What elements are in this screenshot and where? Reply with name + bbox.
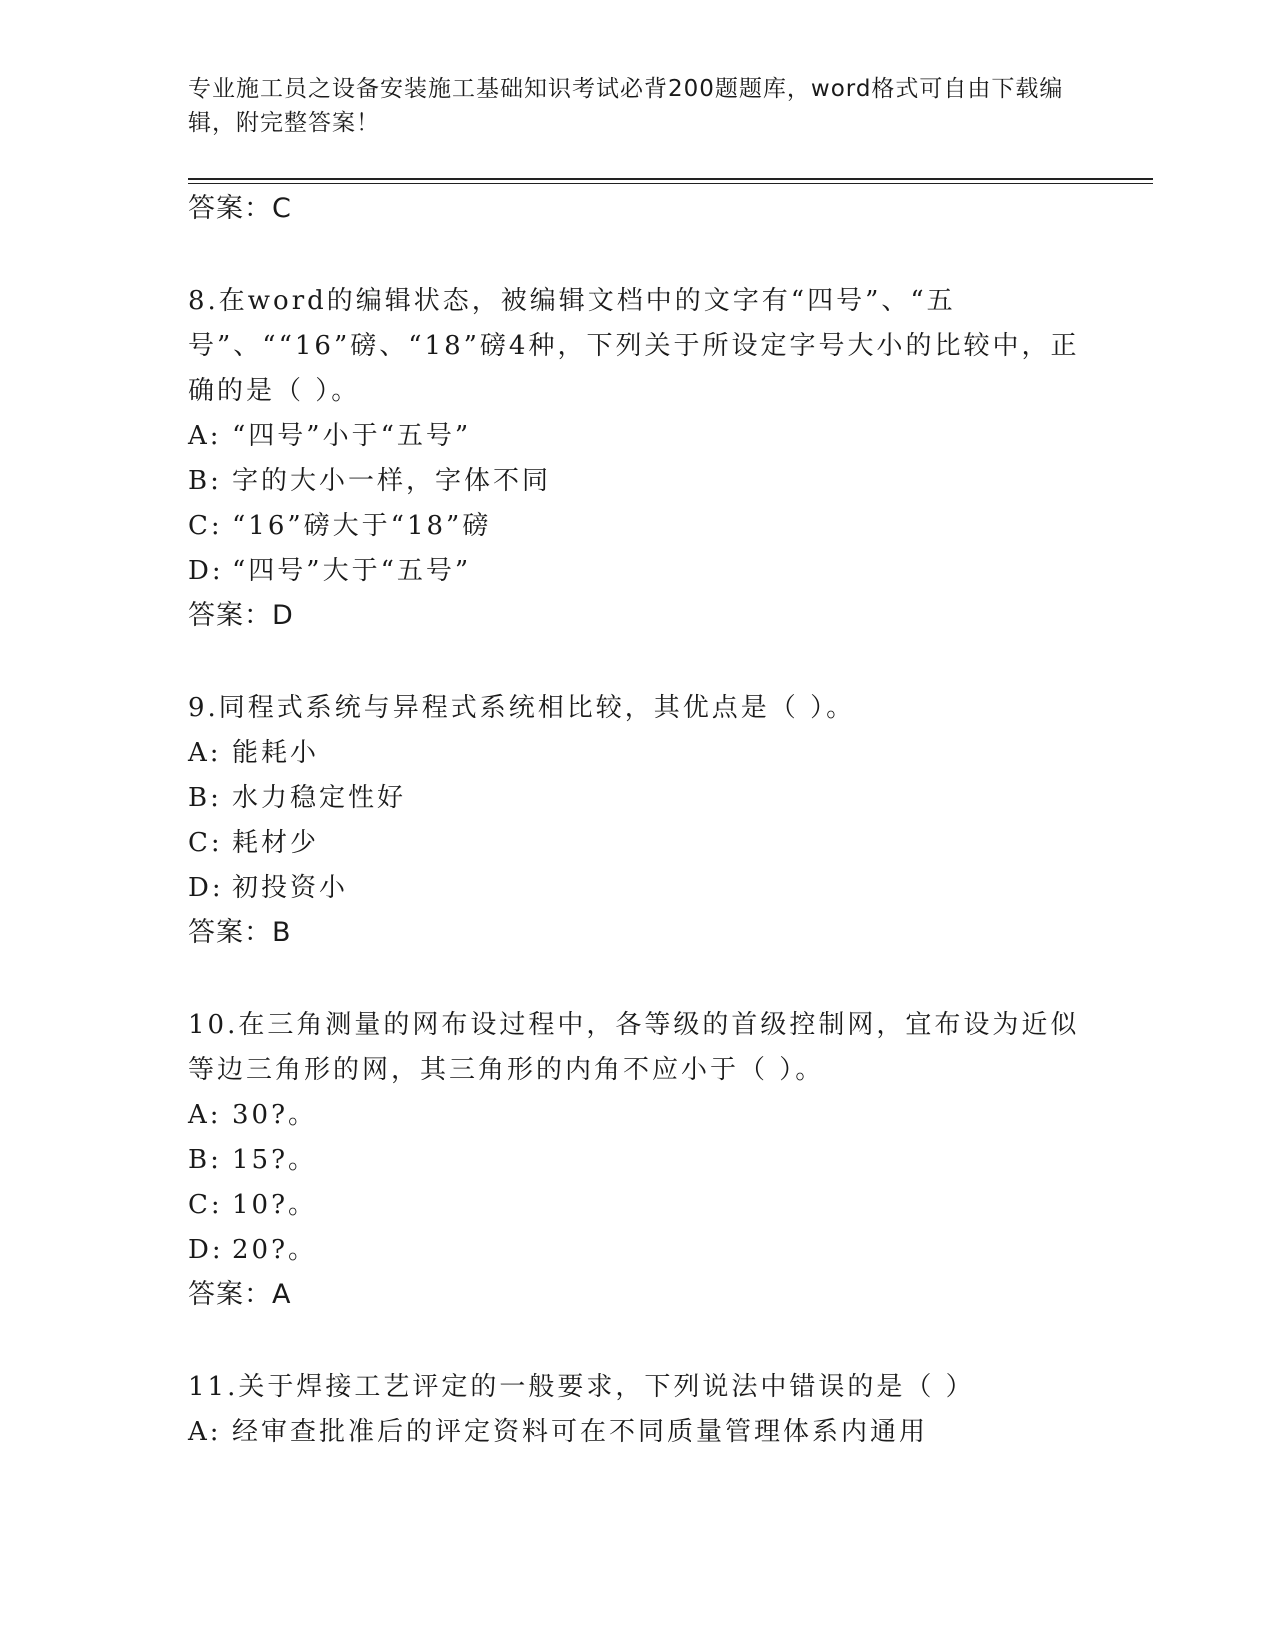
answer-value: D xyxy=(272,600,294,631)
answer-prefix: 答案： xyxy=(188,917,272,948)
answer-value: A xyxy=(272,1279,292,1310)
option-letter: D: xyxy=(188,873,224,903)
option-text: 15?。 xyxy=(232,1145,318,1175)
option-d xyxy=(188,866,1088,911)
answer-prefix: 答案： xyxy=(188,1279,272,1310)
option-letter: A: xyxy=(188,421,222,451)
question-10 xyxy=(188,1003,1088,1312)
option-text: 能耗小 xyxy=(232,738,320,768)
option-letter: A: xyxy=(188,1100,222,1130)
option-letter: A: xyxy=(188,1417,222,1447)
option-letter: C: xyxy=(188,1190,223,1220)
page-header-title: 专业施工员之设备安装施工基础知识考试必背200题题库，word格式可自由下载编辑，附完整答案！ xyxy=(188,76,1064,136)
option-letter: C: xyxy=(188,511,223,541)
document-body xyxy=(188,192,1088,1455)
option-letter: D: xyxy=(188,1235,224,1265)
option-letter: A: xyxy=(188,738,222,768)
answer-value: C xyxy=(272,193,292,224)
answer-line xyxy=(188,916,1088,950)
answer-line xyxy=(188,1278,1088,1312)
option-c xyxy=(188,1183,1088,1228)
question-text: 9.同程式系统与异程式系统相比较，其优点是（ ）。 xyxy=(188,693,856,723)
option-b xyxy=(188,776,1088,821)
option-text: 字的大小一样，字体不同 xyxy=(232,466,552,496)
option-text: 耗材少 xyxy=(232,828,320,858)
question-text: 8.在word的编辑状态，被编辑文档中的文字有“四号”、“五号”、““16”磅、“18”磅4种，下列关于所设定字号大小的比较中，正确的是（ ）。 xyxy=(188,286,1080,406)
question-text: 10.在三角测量的网布设过程中，各等级的首级控制网，宜布设为近似等边三角形的网，其三角形的内角不应小于（ ）。 xyxy=(188,1010,1080,1085)
answer-line xyxy=(188,192,1088,226)
option-a xyxy=(188,1093,1088,1138)
option-text: 水力稳定性好 xyxy=(232,783,407,813)
option-letter: B: xyxy=(188,1145,222,1175)
option-letter: B: xyxy=(188,466,222,496)
answer-line xyxy=(188,599,1088,633)
question-9 xyxy=(188,686,1088,950)
option-c xyxy=(188,504,1088,549)
option-text: 10?。 xyxy=(232,1190,318,1220)
option-c xyxy=(188,821,1088,866)
option-text: 30?。 xyxy=(232,1100,318,1130)
option-text: 20?。 xyxy=(232,1235,318,1265)
option-letter: B: xyxy=(188,783,222,813)
option-text: 经审查批准后的评定资料可在不同质量管理体系内通用 xyxy=(232,1417,929,1447)
option-d xyxy=(188,549,1088,594)
option-a xyxy=(188,731,1088,776)
option-text: “四号”小于“五号” xyxy=(232,421,472,451)
option-a xyxy=(188,1410,1088,1455)
question-8 xyxy=(188,279,1088,633)
question-text: 11.关于焊接工艺评定的一般要求，下列说法中错误的是（ ） xyxy=(188,1372,975,1402)
option-a xyxy=(188,414,1088,459)
option-text: “四号”大于“五号” xyxy=(232,556,472,586)
answer-prefix: 答案： xyxy=(188,600,272,631)
option-letter: C: xyxy=(188,828,223,858)
option-d xyxy=(188,1228,1088,1273)
answer-value: B xyxy=(272,917,292,948)
option-letter: D: xyxy=(188,556,224,586)
option-b xyxy=(188,1138,1088,1183)
question-11 xyxy=(188,1365,1088,1455)
answer-prefix: 答案： xyxy=(188,193,272,224)
option-text: “16”磅大于“18”磅 xyxy=(232,511,492,541)
option-text: 初投资小 xyxy=(232,873,349,903)
option-b xyxy=(188,459,1088,504)
header-divider xyxy=(188,178,1153,184)
